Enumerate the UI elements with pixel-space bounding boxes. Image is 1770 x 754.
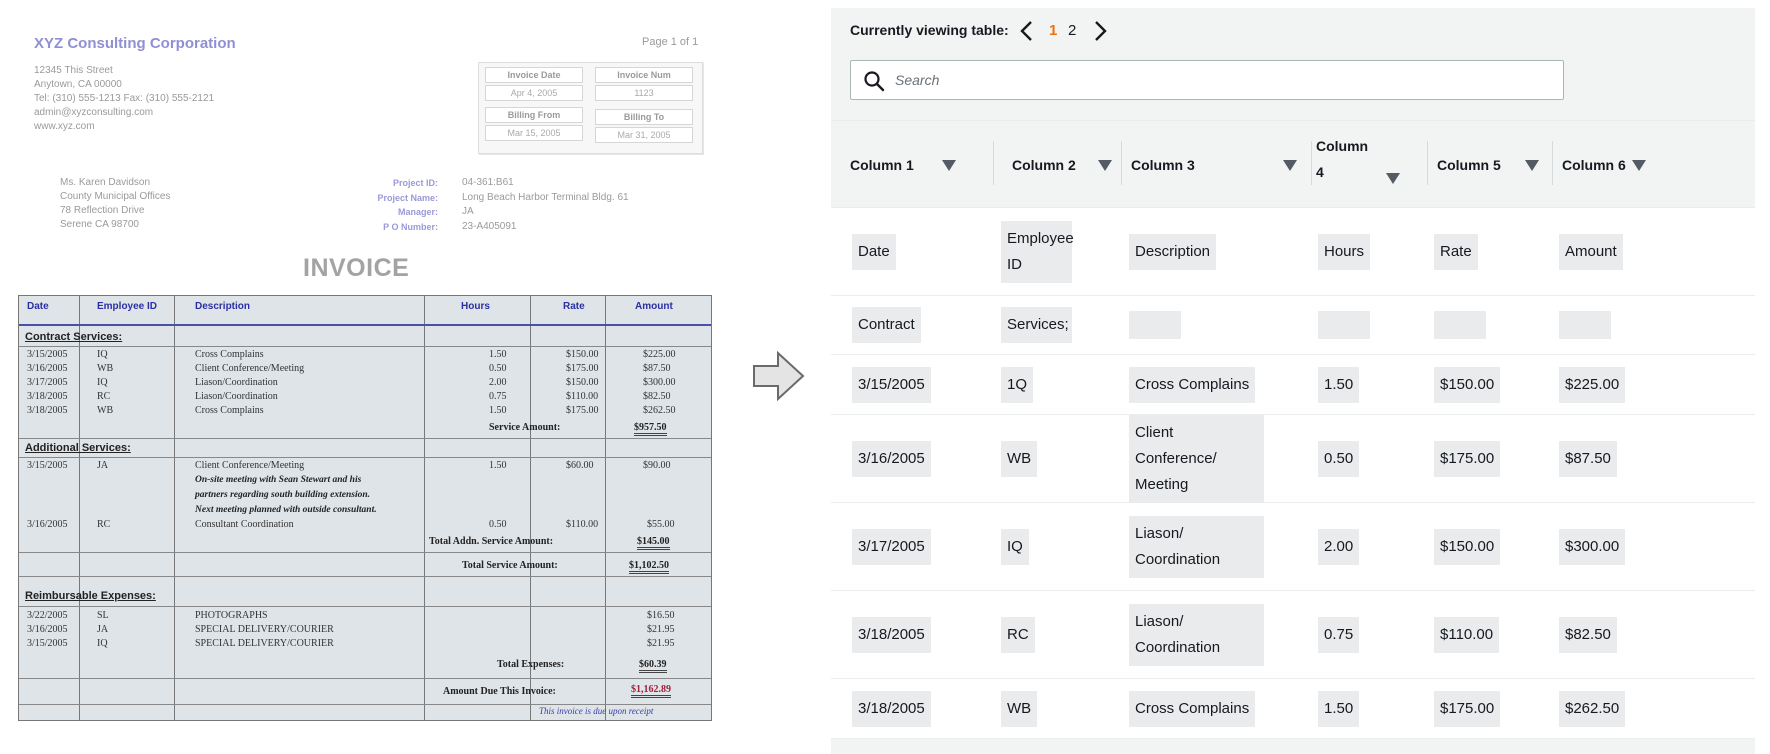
- table-cell: 3/15/2005: [852, 367, 931, 403]
- table-cell: $225.00: [1559, 367, 1625, 403]
- chevron-left-icon[interactable]: [1016, 18, 1038, 44]
- amount-due-value: $1,162.89: [631, 684, 671, 698]
- table-cell: 1.50: [1318, 367, 1359, 403]
- total-service-label: Total Service Amount:: [462, 560, 558, 571]
- project-value: JA: [462, 206, 474, 218]
- invoice-cell: $16.50: [647, 610, 675, 621]
- table-cell: 0.75: [1318, 617, 1359, 653]
- table-cell: Services;: [1001, 307, 1072, 343]
- invoice-cell: Cross Complains: [195, 349, 264, 360]
- contract-row: [19, 348, 713, 363]
- address-line: Tel: (310) 555-1213 Fax: (310) 555-2121: [34, 93, 215, 104]
- contract-row: [19, 404, 713, 419]
- billing-from-label: Billing From: [485, 107, 583, 123]
- invoice-header-employee: Employee ID: [97, 301, 158, 312]
- table-cell: [1434, 311, 1486, 339]
- table-cell: Date: [852, 234, 896, 270]
- column-label: Column 6: [1562, 157, 1626, 173]
- address-line: www.xyz.com: [34, 121, 95, 132]
- table-cell: $175.00: [1434, 441, 1500, 477]
- invoice-cell: 0.50: [489, 363, 507, 374]
- billing-to-label: Billing To: [595, 109, 693, 125]
- cell-employee: RC: [97, 519, 111, 530]
- table-cell: $262.50: [1559, 691, 1625, 727]
- address-line: 12345 This Street: [34, 65, 113, 76]
- table-row: [831, 503, 1755, 591]
- table-row: [831, 296, 1755, 355]
- table-cell: 1Q: [1001, 367, 1033, 403]
- page-indicator: Page 1 of 1: [642, 36, 699, 48]
- invoice-cell: $175.00: [566, 363, 599, 374]
- table-cell: $82.50: [1559, 617, 1617, 653]
- invoice-cell: IQ: [97, 377, 108, 388]
- invoice-date-label: Invoice Date: [485, 67, 583, 83]
- column-header-2[interactable]: [993, 121, 1121, 209]
- table-cell: 2.00: [1318, 529, 1359, 565]
- invoice-cell: 3/18/2005: [27, 405, 68, 416]
- invoice-header-date: Date: [27, 301, 49, 312]
- arrow-right-icon: [752, 350, 806, 402]
- table-cell: $87.50: [1559, 441, 1617, 477]
- table-row: [831, 415, 1755, 503]
- invoice-cell: $225.00: [643, 349, 676, 360]
- table-cell: [1318, 311, 1370, 339]
- contract-row: [19, 376, 713, 391]
- table-cell: Contract: [852, 307, 921, 343]
- cell-hours: 1.50: [489, 460, 507, 471]
- invoice-cell: 3/17/2005: [27, 377, 68, 388]
- invoice-document: [18, 28, 712, 733]
- table-cell: WB: [1001, 691, 1037, 727]
- invoice-cell: $110.00: [566, 391, 599, 402]
- table-cell: Cross Complains: [1129, 367, 1255, 403]
- client-line: County Municipal Offices: [60, 191, 171, 202]
- table-cell: $300.00: [1559, 529, 1625, 565]
- invoice-cell: Liason/Coordination: [195, 391, 278, 402]
- section-reimbursable: Reimbursable Expenses:: [25, 590, 156, 602]
- total-expenses-label: Total Expenses:: [497, 659, 565, 670]
- header-rule: [19, 324, 711, 326]
- table-cell: 1.50: [1318, 691, 1359, 727]
- cell-amount: $90.00: [643, 460, 671, 471]
- invoice-cell: $82.50: [643, 391, 671, 402]
- project-label: P O Number:: [383, 221, 438, 232]
- table-cell: [1559, 311, 1611, 339]
- total-addn-label: Total Addn. Service Amount:: [429, 536, 554, 547]
- column-header-5[interactable]: [1427, 121, 1552, 209]
- row-rule: [19, 346, 711, 347]
- invoice-cell: SPECIAL DELIVERY/COURIER: [195, 638, 334, 649]
- total-expenses-value: $60.39: [639, 659, 667, 673]
- row-rule: [19, 704, 711, 705]
- invoice-cell: $300.00: [643, 377, 676, 388]
- project-label: Manager:: [397, 207, 438, 218]
- cell-date: 3/15/2005: [27, 460, 68, 471]
- page-link-1[interactable]: 1: [1049, 22, 1058, 39]
- address-line: admin@xyzconsulting.com: [34, 107, 154, 118]
- table-cell: 3/18/2005: [852, 691, 931, 727]
- invoice-cell: Liason/Coordination: [195, 377, 278, 388]
- column-label: Column 5: [1437, 157, 1501, 173]
- invoice-date-value: Apr 4, 2005: [485, 85, 583, 101]
- column-header-6[interactable]: [1552, 121, 1755, 209]
- invoice-cell: IQ: [97, 638, 108, 649]
- company-address: [34, 64, 214, 134]
- column-label: Column 1: [850, 157, 914, 173]
- amount-due-label: Amount Due This Invoice:: [443, 686, 556, 697]
- table-cell: Cross Complains: [1129, 691, 1255, 727]
- sort-down-icon[interactable]: [1098, 160, 1112, 171]
- table-viewer: [831, 8, 1755, 754]
- row-rule: [19, 438, 711, 439]
- invoice-cell: $87.50: [643, 363, 671, 374]
- invoice-num-label: Invoice Num: [595, 67, 693, 83]
- cell-employee: JA: [97, 460, 109, 471]
- project-value: 23-A405091: [462, 220, 517, 232]
- invoice-cell: Client Conference/Meeting: [195, 363, 305, 374]
- cell-rate: $110.00: [566, 519, 599, 530]
- row-rule: [19, 678, 711, 679]
- due-note: This invoice is due upon receipt: [539, 706, 654, 716]
- invoice-cell: 3/22/2005: [27, 610, 68, 621]
- column-label: Column 4: [1316, 138, 1369, 180]
- company-name: XYZ Consulting Corporation: [34, 35, 236, 52]
- contract-row: [19, 390, 713, 405]
- currently-viewing-label: Currently viewing table:: [850, 22, 1009, 38]
- invoice-cell: RC: [97, 391, 111, 402]
- table-cell: IQ: [1001, 529, 1029, 565]
- total-service-value: $1,102.50: [629, 560, 669, 574]
- search-icon: [863, 70, 885, 92]
- invoice-table: [18, 295, 712, 721]
- invoice-cell: 3/16/2005: [27, 363, 68, 374]
- invoice-cell: PHOTOGRAPHS: [195, 610, 268, 621]
- table-cell: Liason/ Coordination: [1129, 516, 1264, 578]
- cell-description: Client Conference/Meeting: [195, 460, 305, 471]
- table-cell: Client Conference/ Meeting: [1129, 415, 1264, 503]
- cell-description: Consultant Coordination: [195, 519, 294, 530]
- invoice-cell: $21.95: [647, 638, 675, 649]
- invoice-cell: SPECIAL DELIVERY/COURIER: [195, 624, 334, 635]
- additional-row: [19, 459, 713, 474]
- table-cell: $175.00: [1434, 691, 1500, 727]
- sort-down-icon[interactable]: [1632, 160, 1646, 171]
- table-cell: Liason/ Coordination: [1129, 604, 1264, 666]
- invoice-cell: SL: [97, 610, 109, 621]
- row-rule: [19, 457, 711, 458]
- invoice-date-box: [478, 62, 703, 154]
- client-line: 78 Reflection Drive: [60, 205, 145, 216]
- sort-down-icon[interactable]: [1525, 160, 1539, 171]
- service-amount-value: $957.50: [634, 422, 667, 436]
- project-labels: [298, 176, 438, 234]
- project-label: Project ID:: [392, 178, 438, 188]
- client-address: [60, 176, 170, 232]
- invoice-cell: 1.50: [489, 405, 507, 416]
- table-cell: Rate: [1434, 234, 1478, 270]
- project-value: 04-361:B61: [462, 177, 514, 188]
- invoice-cell: 1.50: [489, 349, 507, 360]
- table-cell: 3/18/2005: [852, 617, 931, 653]
- table-cell: [1129, 311, 1181, 339]
- invoice-cell: $175.00: [566, 405, 599, 416]
- column-label: Column 3: [1131, 157, 1195, 173]
- table-cell: Hours: [1318, 234, 1370, 270]
- invoice-header-description: Description: [195, 301, 251, 312]
- column-label: Column 2: [1012, 157, 1076, 173]
- invoice-header-hours: Hours: [461, 301, 490, 312]
- table-cell: $150.00: [1434, 529, 1500, 565]
- cell-hours: 0.50: [489, 519, 507, 530]
- column-header-row: [831, 120, 1755, 208]
- invoice-header-rate: Rate: [563, 301, 585, 312]
- invoice-header-amount: Amount: [635, 301, 673, 312]
- address-line: Anytown, CA 00000: [34, 79, 122, 90]
- section-additional: Additional Services:: [25, 442, 131, 454]
- table-cell: Employee ID: [1001, 221, 1072, 283]
- service-amount-label: Service Amount:: [489, 422, 561, 433]
- table-cell: $150.00: [1434, 367, 1500, 403]
- additional-notes: [195, 473, 377, 518]
- sort-down-icon[interactable]: [1386, 173, 1400, 184]
- page-link-2[interactable]: 2: [1068, 22, 1077, 39]
- note-line: On-site meeting with Sean Stewart and his: [195, 475, 362, 485]
- search-box[interactable]: [850, 60, 1564, 100]
- project-label: Project Name:: [377, 192, 438, 203]
- invoice-cell: 3/15/2005: [27, 349, 68, 360]
- row-rule: [19, 552, 711, 553]
- project-value: Long Beach Harbor Terminal Bldg. 61: [462, 191, 629, 203]
- table-cell: Description: [1129, 234, 1216, 270]
- cell-date: 3/16/2005: [27, 519, 68, 530]
- invoice-cell: Cross Complains: [195, 405, 264, 416]
- billing-from-value: Mar 15, 2005: [485, 125, 583, 141]
- invoice-cell: $150.00: [566, 377, 599, 388]
- table-row: [831, 591, 1755, 679]
- row-rule: [19, 606, 711, 607]
- table-row: [831, 679, 1755, 739]
- invoice-cell: JA: [97, 624, 109, 635]
- note-line: partners regarding south building extension.: [195, 490, 371, 500]
- table-cell: 3/17/2005: [852, 529, 931, 565]
- column-header-1[interactable]: [831, 121, 993, 209]
- cell-amount: $55.00: [647, 519, 675, 530]
- client-line: Serene CA 98700: [60, 219, 139, 230]
- invoice-cell: 3/18/2005: [27, 391, 68, 402]
- additional-row: [19, 518, 713, 533]
- contract-row: [19, 362, 713, 377]
- sort-down-icon[interactable]: [942, 160, 956, 171]
- table-cell: 3/16/2005: [852, 441, 931, 477]
- column-header-4[interactable]: [1311, 121, 1427, 209]
- invoice-cell: WB: [97, 405, 114, 416]
- client-line: Ms. Karen Davidson: [60, 177, 151, 188]
- chevron-right-icon[interactable]: [1089, 18, 1111, 44]
- sort-down-icon[interactable]: [1283, 160, 1297, 171]
- reimbursable-row: [19, 623, 713, 638]
- invoice-cell: 2.00: [489, 377, 507, 388]
- invoice-cell: IQ: [97, 349, 108, 360]
- invoice-cell: $262.50: [643, 405, 676, 416]
- table-row: [831, 208, 1755, 296]
- reimbursable-row: [19, 637, 713, 652]
- invoice-cell: $21.95: [647, 624, 675, 635]
- table-row: [831, 355, 1755, 415]
- table-cell: Amount: [1559, 234, 1623, 270]
- table-cell: WB: [1001, 441, 1037, 477]
- reimbursable-row: [19, 609, 713, 624]
- section-contract: Contract Services:: [25, 331, 123, 343]
- viewer-toolbar: [831, 8, 1755, 120]
- invoice-cell: 3/15/2005: [27, 638, 68, 649]
- project-values: [462, 176, 629, 234]
- invoice-cell: 0.75: [489, 391, 507, 402]
- invoice-cell: $150.00: [566, 349, 599, 360]
- invoice-cell: 3/16/2005: [27, 624, 68, 635]
- table-cell: 0.50: [1318, 441, 1359, 477]
- row-rule: [19, 576, 711, 577]
- column-header-3[interactable]: [1121, 121, 1311, 209]
- billing-to-value: Mar 31, 2005: [595, 127, 693, 143]
- total-addn-value: $145.00: [637, 536, 670, 550]
- search-input[interactable]: [895, 67, 1545, 93]
- invoice-title: INVOICE: [303, 254, 410, 282]
- table-cell: $110.00: [1434, 617, 1499, 653]
- table-cell: RC: [1001, 617, 1035, 653]
- invoice-num-value: 1123: [595, 85, 693, 101]
- note-line: Next meeting planned with outside consultant.: [195, 505, 377, 515]
- invoice-cell: WB: [97, 363, 114, 374]
- cell-rate: $60.00: [566, 460, 594, 471]
